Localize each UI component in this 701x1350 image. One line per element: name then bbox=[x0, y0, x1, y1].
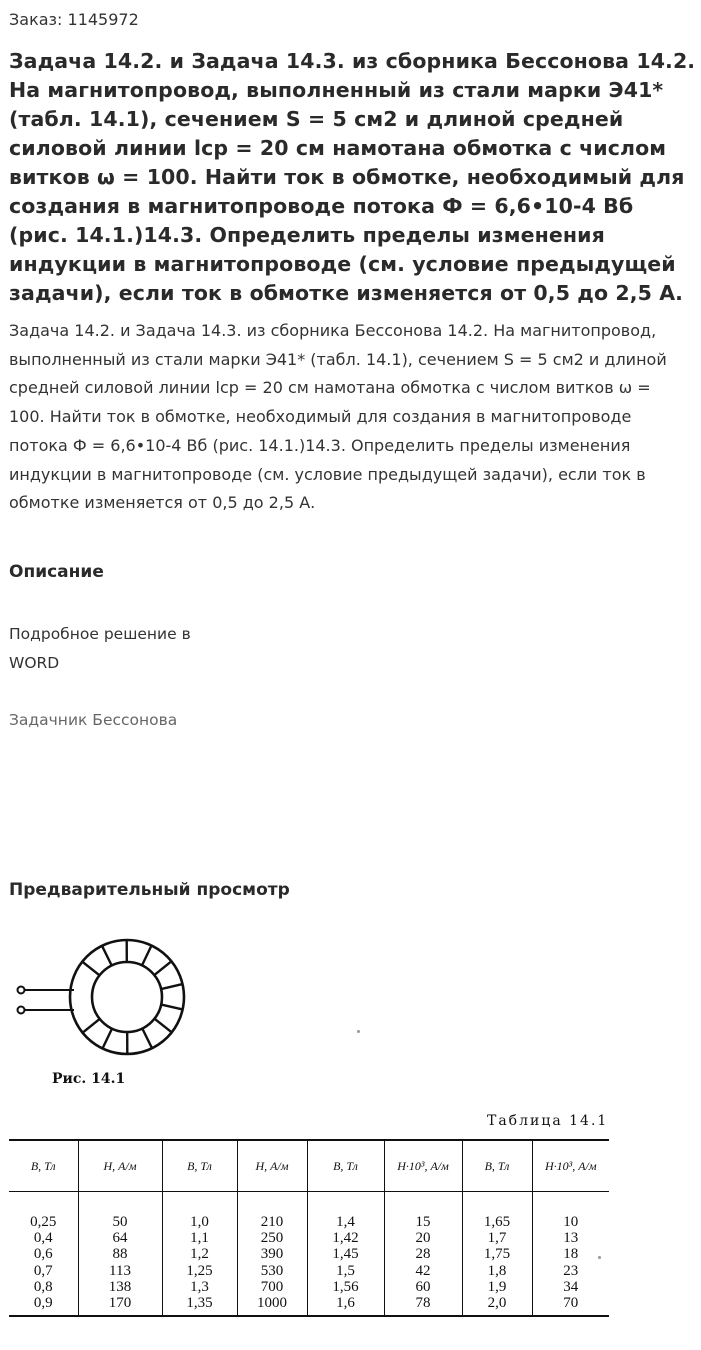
preview-title: Предварительный просмотр bbox=[9, 880, 290, 900]
column-b-4: 1,65 1,7 1,75 1,8 1,9 2,0 bbox=[462, 1192, 532, 1317]
winding-turn bbox=[161, 984, 182, 989]
column-b-2: 1,0 1,1 1,2 1,25 1,3 1,35 bbox=[162, 1192, 237, 1317]
header-b-3: B, Тл bbox=[307, 1140, 384, 1192]
column-h-2: 210 250 390 530 700 1000 bbox=[237, 1192, 307, 1317]
column-b-1: 0,25 0,4 0,6 0,7 0,8 0,9 bbox=[9, 1192, 78, 1317]
toroid-winding-figure bbox=[12, 935, 212, 1065]
winding-turn bbox=[161, 1005, 182, 1010]
winding-turn bbox=[142, 946, 152, 966]
column-h-1: 50 64 88 113 138 170 bbox=[78, 1192, 162, 1317]
task-heading: Задача 14.2. и Задача 14.3. из сборника Бессонова 14.2. На магнитопровод, выполненный из стали марки Э41* (табл. 14.1), сечением S = 5 см2 и длиной средней силовой линии lср = 20 см намотана обмотка с числом витков ω = 100. Найти ток в обмотке, необходимый для создания в магнитопроводе потока Ф = 6,6•10-4 Вб (рис. 14.1.)14.3. Определить пределы изменения индукции в магнитопроводе (см. условие предыдущей задачи), если ток в обмотке изменяется от 0,5 до 2,5 А. bbox=[9, 49, 696, 305]
header-b-1: B, Тл bbox=[9, 1140, 78, 1192]
winding-turn bbox=[154, 961, 171, 975]
description-title: Описание bbox=[9, 562, 104, 582]
source-book: Задачник Бессонова bbox=[9, 711, 178, 729]
table-caption: Таблица 14.1 bbox=[487, 1113, 609, 1129]
header-b-2: B, Тл bbox=[162, 1140, 237, 1192]
winding-turn bbox=[82, 962, 99, 976]
header-h-1: H, А/м bbox=[78, 1140, 162, 1192]
column-h-3: 15 20 28 42 60 78 bbox=[384, 1192, 462, 1317]
column-h-4: 10 13 18 23 34 70 bbox=[563, 1214, 579, 1312]
task-body-text: Задача 14.2. и Задача 14.3. из сборника Бессонова 14.2. На магнитопровод, выполненный из стали марки Э41* (табл. 14.1), сечением S = 5 см2 и длиной средней силовой линии lср = 20 см намотана обмотка с числом витков ω = 100. Найти ток в обмотке, необходимый для создания в магнитопроводе потока Ф = 6,6•10-4 Вб (рис. 14.1.)14.3. Определить пределы изменения индукции в магнитопроводе (см. условие предыдущей задачи), если ток в обмотке изменяется от 0,5 до 2,5 А. bbox=[9, 321, 667, 513]
description-line-2: WORD bbox=[9, 654, 60, 672]
winding-turn bbox=[83, 1019, 100, 1033]
order-number: Заказ: 1145972 bbox=[9, 10, 139, 29]
table-row bbox=[9, 1192, 609, 1317]
table-header-row bbox=[9, 1140, 609, 1192]
header-b-4: B, Тл bbox=[462, 1140, 532, 1192]
winding-turn bbox=[142, 1029, 152, 1049]
column-b-3: 1,4 1,42 1,45 1,5 1,56 1,6 bbox=[307, 1192, 384, 1317]
winding-turn bbox=[103, 1029, 113, 1049]
scan-speck bbox=[598, 1256, 601, 1259]
figure-caption: Рис. 14.1 bbox=[52, 1071, 126, 1087]
header-h-3: H·10³, А/м bbox=[384, 1140, 462, 1192]
header-h-2: H, А/м bbox=[237, 1140, 307, 1192]
winding-turn bbox=[102, 946, 112, 966]
magnetization-table bbox=[9, 1139, 609, 1317]
winding-turn bbox=[155, 1019, 172, 1033]
scan-speck bbox=[357, 1030, 360, 1033]
description-line-1: Подробное решение в bbox=[9, 625, 191, 643]
header-h-4: H·10³, А/м bbox=[532, 1140, 609, 1192]
